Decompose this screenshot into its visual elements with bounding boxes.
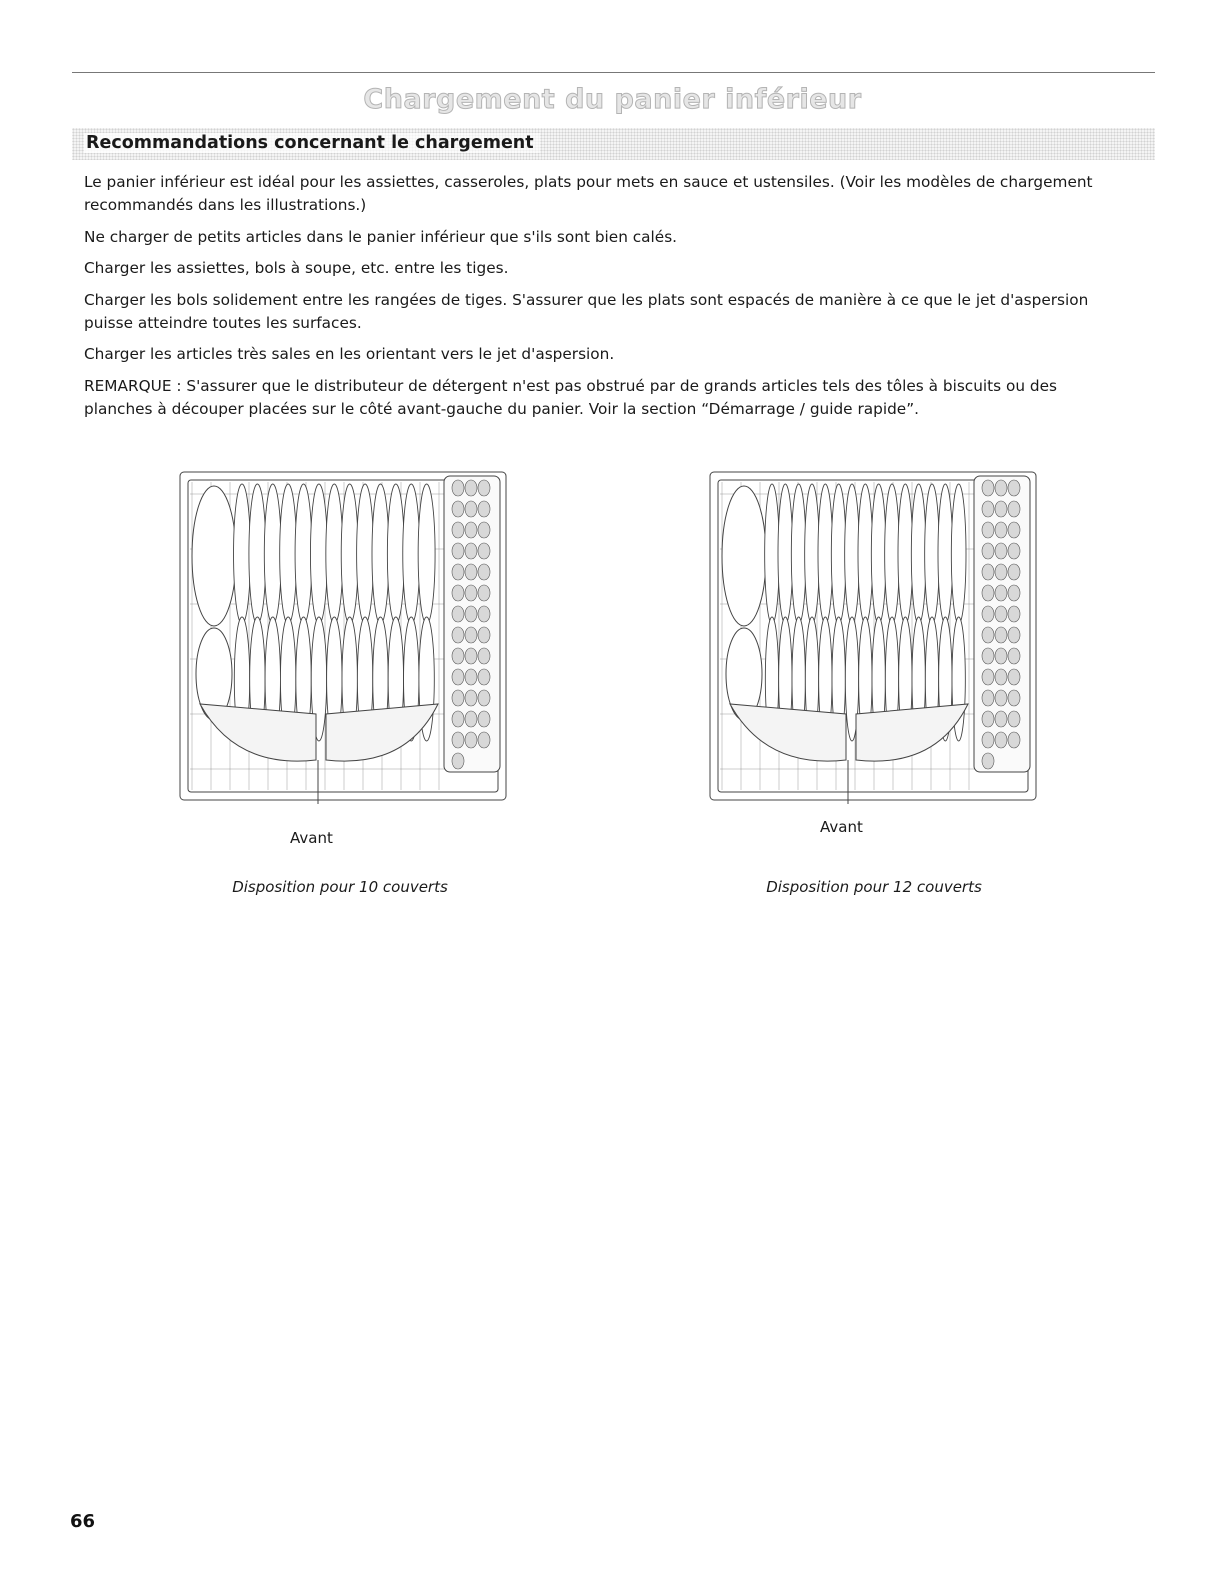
utensil (452, 669, 464, 685)
utensil (1008, 690, 1020, 706)
utensil (465, 648, 477, 664)
dinner-plate (326, 484, 343, 624)
utensil (452, 753, 464, 769)
rack-illustration-10 (176, 464, 512, 804)
utensil (995, 711, 1007, 727)
dinner-plate (938, 484, 953, 624)
utensil (478, 564, 490, 580)
utensil (465, 669, 477, 685)
utensil (995, 501, 1007, 517)
paragraph-lower-rack-ideal: Le panier inférieur est idéal pour les assiettes, casseroles, plats pour mets en sauce et ustensiles. (Voir les modèles de chargement recommandés dans les illustrations.) (84, 173, 1093, 214)
utensil (995, 690, 1007, 706)
caption-10: Disposition pour 10 couverts (232, 878, 448, 896)
serving-bowl (200, 704, 316, 761)
utensil (465, 732, 477, 748)
rack-drawing-10 (176, 464, 512, 804)
utensil (452, 627, 464, 643)
utensil (1008, 501, 1020, 517)
paragraph-small-items: Ne charger de petits articles dans le panier inférieur que s'ils sont bien calés. (84, 227, 678, 246)
utensil (478, 648, 490, 664)
dinner-plate (858, 484, 873, 624)
utensil (995, 669, 1007, 685)
utensil (478, 732, 490, 748)
dinner-plate (898, 484, 913, 624)
utensil (982, 543, 994, 559)
paragraph-bowls: Charger les bols solidement entre les rangées de tiges. S'assurer que les plats sont espacés de manière à ce que le jet d'aspersion puisse atteindre toutes les surfaces. (84, 290, 1089, 332)
utensil (995, 585, 1007, 601)
dinner-plate (871, 484, 886, 624)
dinner-plate (778, 484, 793, 624)
utensil (452, 711, 464, 727)
utensil (1008, 564, 1020, 580)
utensil (1008, 480, 1020, 496)
serving-bowl (856, 704, 968, 761)
dinner-plate (372, 484, 389, 624)
utensil (982, 585, 994, 601)
utensil (995, 564, 1007, 580)
utensil (982, 690, 994, 706)
silverware-basket (444, 476, 500, 772)
utensil (452, 480, 464, 496)
utensil (982, 648, 994, 664)
utensil (1008, 522, 1020, 538)
utensil (452, 501, 464, 517)
dinner-plate (885, 484, 900, 624)
utensil (982, 501, 994, 517)
utensil (995, 606, 1007, 622)
utensil (982, 732, 994, 748)
utensil (995, 543, 1007, 559)
dinner-plate (234, 484, 251, 624)
dinner-plate (280, 484, 297, 624)
utensil (995, 732, 1007, 748)
utensil (478, 585, 490, 601)
dinner-plate (765, 484, 780, 624)
dinner-plate (831, 484, 846, 624)
dinner-plate (805, 484, 820, 624)
front-label-10: Avant (290, 829, 333, 847)
utensil (478, 501, 490, 517)
utensil (982, 564, 994, 580)
utensil (1008, 627, 1020, 643)
utensil (982, 711, 994, 727)
utensil (478, 606, 490, 622)
dinner-plate (951, 484, 966, 624)
utensil (452, 543, 464, 559)
utensil (478, 690, 490, 706)
utensil (1008, 732, 1020, 748)
utensil (452, 648, 464, 664)
utensil (465, 627, 477, 643)
utensil (465, 480, 477, 496)
dinner-plate (295, 484, 312, 624)
dinner-plate (925, 484, 940, 624)
paragraph-soiled-items: Charger les articles très sales en les orientant vers le jet d'aspersion. (84, 345, 615, 363)
utensil (452, 732, 464, 748)
dinner-plate (387, 484, 404, 624)
utensil (465, 501, 477, 517)
large-plate (722, 486, 766, 626)
dinner-plate (249, 484, 266, 624)
serving-bowl (326, 704, 438, 761)
dinner-plate (845, 484, 860, 624)
page-title: Chargement du panier inférieur (363, 84, 862, 115)
utensil (478, 627, 490, 643)
utensil (465, 522, 477, 538)
top-rule (72, 72, 1155, 73)
utensil (465, 711, 477, 727)
utensil (1008, 648, 1020, 664)
paragraph-plates-between-tines: Charger les assiettes, bols à soupe, etc. entre les tiges. (84, 259, 509, 277)
dinner-plate (418, 484, 435, 624)
front-label-12: Avant (820, 818, 863, 836)
utensil (995, 648, 1007, 664)
page-number: 66 (70, 1511, 96, 1532)
utensil (995, 522, 1007, 538)
dinner-plate (403, 484, 420, 624)
utensil (452, 606, 464, 622)
utensil (452, 690, 464, 706)
section-heading: Recommandations concernant le chargement (84, 133, 540, 153)
utensil (465, 606, 477, 622)
large-plate (192, 486, 236, 626)
utensil (995, 627, 1007, 643)
utensil (478, 543, 490, 559)
utensil (982, 753, 994, 769)
utensil (478, 522, 490, 538)
silverware-basket (974, 476, 1030, 772)
utensil (1008, 585, 1020, 601)
dinner-plate (911, 484, 926, 624)
dinner-plate (341, 484, 358, 624)
dinner-plate (791, 484, 806, 624)
utensil (478, 711, 490, 727)
utensil (982, 606, 994, 622)
utensil (1008, 711, 1020, 727)
dinner-plate (818, 484, 833, 624)
utensil (1008, 606, 1020, 622)
dinner-plate (310, 484, 327, 624)
utensil (1008, 543, 1020, 559)
utensil (982, 627, 994, 643)
utensil (1008, 669, 1020, 685)
utensil (982, 669, 994, 685)
caption-12: Disposition pour 12 couverts (766, 878, 982, 896)
rack-drawing-12 (706, 464, 1042, 804)
dinner-plate (264, 484, 281, 624)
paragraph-note: REMARQUE : S'assurer que le distributeur de détergent n'est pas obstrué par de grands articles tels des tôles à biscuits ou des planches à découper placées sur le côté avant-gauche du panier. Voir la section “Démarrage / guide rapide”. (84, 376, 1057, 418)
utensil (465, 543, 477, 559)
body-text (84, 171, 1124, 429)
utensil (982, 480, 994, 496)
utensil (478, 480, 490, 496)
utensil (995, 480, 1007, 496)
dinner-plate (357, 484, 374, 624)
utensil (465, 585, 477, 601)
utensil (452, 564, 464, 580)
utensil (452, 585, 464, 601)
utensil (478, 669, 490, 685)
utensil (465, 690, 477, 706)
utensil (452, 522, 464, 538)
rack-illustration-12 (706, 464, 1042, 804)
utensil (982, 522, 994, 538)
utensil (465, 564, 477, 580)
serving-bowl (730, 704, 846, 761)
